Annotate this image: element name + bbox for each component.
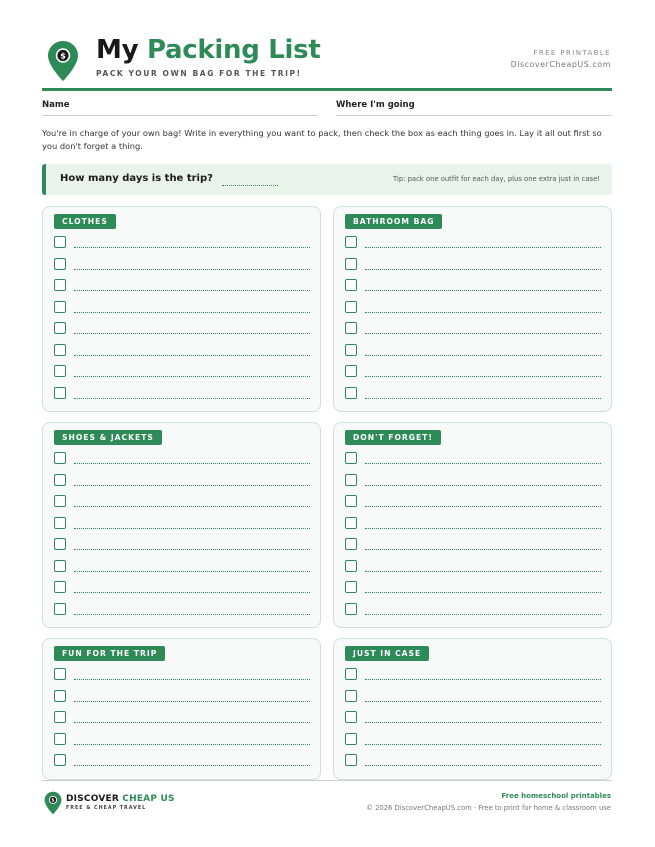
write-in-line[interactable] (365, 592, 601, 593)
checkbox[interactable] (54, 474, 66, 486)
write-in-line[interactable] (365, 528, 601, 529)
checklist-row (54, 603, 310, 617)
section-label: SHOES & JACKETS (54, 430, 162, 445)
write-in-line[interactable] (74, 744, 310, 745)
checkbox[interactable] (54, 322, 66, 334)
header-divider (42, 88, 612, 91)
checkbox[interactable] (54, 258, 66, 270)
checklist-row (345, 322, 601, 336)
footer-meta (366, 792, 611, 812)
write-in-line[interactable] (365, 485, 601, 486)
checklist-row (345, 754, 601, 768)
footer-tagline: FREE & CHEAP TRAVEL (66, 806, 147, 811)
checklist-row (345, 581, 601, 595)
write-in-line[interactable] (365, 333, 601, 334)
site-url: DiscoverCheapUS.com (510, 60, 611, 69)
section-shoes-jackets (42, 422, 321, 628)
checkbox[interactable] (54, 538, 66, 550)
checklist-row (345, 301, 601, 315)
checkbox[interactable] (54, 581, 66, 593)
svg-text:$: $ (51, 798, 55, 804)
write-in-line[interactable] (365, 376, 601, 377)
page-title: My Packing List (96, 35, 321, 65)
write-in-line[interactable] (365, 290, 601, 291)
write-in-line[interactable] (365, 744, 601, 745)
checklist-row (345, 279, 601, 293)
checkbox[interactable] (54, 711, 66, 723)
intro-text: You're in charge of your own bag! Write in everything you want to pack, then check the box as each thing goes in. Lay it all out first so you don't forget a thing. (42, 128, 602, 151)
checklist-row (54, 733, 310, 747)
section-dont-forget (333, 422, 612, 628)
checklist-row (345, 258, 601, 272)
checkbox[interactable] (345, 538, 357, 550)
page-subtitle: PACK YOUR OWN BAG FOR THE TRIP! (96, 69, 302, 78)
section-fun-for-trip (42, 638, 321, 780)
checklist-row (345, 733, 601, 747)
checklist-row (54, 560, 310, 574)
checkbox[interactable] (54, 452, 66, 464)
checkbox[interactable] (345, 387, 357, 399)
checklist-row (345, 560, 601, 574)
checklist-row (345, 495, 601, 509)
checklist-row (54, 690, 310, 704)
checkbox[interactable] (345, 517, 357, 529)
write-in-line[interactable] (365, 765, 601, 766)
checklist-row (345, 474, 601, 488)
checklist-row (54, 754, 310, 768)
write-in-line[interactable] (74, 290, 310, 291)
checklist-row (345, 452, 601, 466)
checklist-row (54, 711, 310, 725)
checklist-row (54, 517, 310, 531)
write-in-line[interactable] (74, 398, 310, 399)
checkbox[interactable] (345, 301, 357, 313)
checklist-row (345, 538, 601, 552)
checklist-row (345, 387, 601, 401)
checklist-row (345, 668, 601, 682)
section-bathroom-bag (333, 206, 612, 412)
checkbox[interactable] (345, 711, 357, 723)
checklist-row (54, 581, 310, 595)
write-in-line[interactable] (365, 722, 601, 723)
checkbox[interactable] (345, 754, 357, 766)
checklist-row (54, 365, 310, 379)
footer-divider (42, 780, 612, 781)
section-label: FUN FOR THE TRIP (54, 646, 165, 661)
checklist-row (54, 236, 310, 250)
write-in-line[interactable] (74, 376, 310, 377)
checkbox[interactable] (345, 474, 357, 486)
checkbox[interactable] (345, 258, 357, 270)
write-in-line[interactable] (74, 312, 310, 313)
packing-tip: Tip: pack one outfit for each day, plus one extra just in case! (393, 175, 600, 183)
checkbox[interactable] (345, 344, 357, 356)
write-in-line[interactable] (74, 506, 310, 507)
write-in-line[interactable] (74, 247, 310, 248)
header-meta (511, 49, 611, 69)
checkbox[interactable] (54, 690, 66, 702)
name-field[interactable]: Name (42, 100, 318, 116)
checklist-row (345, 603, 601, 617)
checkbox[interactable] (54, 365, 66, 377)
checkbox[interactable] (54, 560, 66, 572)
section-just-in-case (333, 638, 612, 780)
checkbox[interactable] (345, 690, 357, 702)
map-pin-dollar-icon (44, 791, 62, 815)
checkbox[interactable] (345, 560, 357, 572)
checkbox[interactable] (54, 279, 66, 291)
checklist-row (54, 538, 310, 552)
write-in-line[interactable] (74, 549, 310, 550)
write-in-line[interactable] (365, 355, 601, 356)
write-in-line[interactable] (365, 398, 601, 399)
checklist-row (54, 452, 310, 466)
checkbox[interactable] (345, 236, 357, 248)
checkbox[interactable] (54, 754, 66, 766)
write-in-line[interactable] (74, 355, 310, 356)
checkbox[interactable] (54, 344, 66, 356)
checkbox[interactable] (345, 452, 357, 464)
checklist-row (54, 344, 310, 358)
write-in-line[interactable] (365, 571, 601, 572)
checkbox[interactable] (345, 322, 357, 334)
checklist-row (345, 711, 601, 725)
checkbox[interactable] (54, 517, 66, 529)
checkbox[interactable] (54, 387, 66, 399)
checklist-row (54, 668, 310, 682)
checkbox[interactable] (54, 495, 66, 507)
write-in-line[interactable] (365, 549, 601, 550)
write-in-line[interactable] (74, 722, 310, 723)
checklist-row (54, 258, 310, 272)
checkbox[interactable] (345, 733, 357, 745)
write-in-line[interactable] (74, 485, 310, 486)
write-in-line[interactable] (365, 269, 601, 270)
svg-text:$: $ (60, 51, 66, 61)
checklist-row (54, 301, 310, 315)
footer-title: Free homeschool printables (501, 792, 611, 800)
checklist-row (345, 344, 601, 358)
map-pin-dollar-icon (47, 40, 79, 82)
write-in-line[interactable] (365, 614, 601, 615)
checkbox[interactable] (54, 668, 66, 680)
write-in-line[interactable] (74, 333, 310, 334)
checklist-row (345, 690, 601, 704)
write-in-line[interactable] (365, 247, 601, 248)
write-in-line[interactable] (365, 506, 601, 507)
checkbox[interactable] (345, 365, 357, 377)
checkbox[interactable] (345, 495, 357, 507)
footer-brand: DISCOVER CHEAP US (66, 794, 175, 804)
checklist-row (345, 236, 601, 250)
write-in-line[interactable] (74, 765, 310, 766)
write-in-line[interactable] (365, 312, 601, 313)
free-printable-label: FREE PRINTABLE (533, 49, 611, 57)
write-in-line[interactable] (365, 701, 601, 702)
checkbox[interactable] (345, 668, 357, 680)
checkbox[interactable] (345, 603, 357, 615)
footer-copyright: © 2026 DiscoverCheapUS.com · Free to print for home & classroom use (366, 804, 611, 812)
section-label: JUST IN CASE (345, 646, 429, 661)
checklist-row (345, 517, 601, 531)
checklist-row (345, 365, 601, 379)
trip-days-question: How many days is the trip? (60, 173, 213, 184)
checkbox[interactable] (345, 279, 357, 291)
write-in-line[interactable] (74, 701, 310, 702)
checkbox[interactable] (54, 236, 66, 248)
checklist-row (54, 279, 310, 293)
write-in-line[interactable] (365, 679, 601, 680)
write-in-line[interactable] (365, 463, 601, 464)
write-in-line[interactable] (74, 463, 310, 464)
checklist-row (54, 322, 310, 336)
section-clothes (42, 206, 321, 412)
checkbox[interactable] (345, 581, 357, 593)
checklist-row (54, 387, 310, 401)
destination-field[interactable]: Where I'm going (336, 100, 612, 116)
section-label: DON'T FORGET! (345, 430, 441, 445)
write-in-line[interactable] (74, 528, 310, 529)
write-in-line[interactable] (74, 592, 310, 593)
section-label: BATHROOM BAG (345, 214, 442, 229)
checkbox[interactable] (54, 301, 66, 313)
checkbox[interactable] (54, 603, 66, 615)
section-label: CLOTHES (54, 214, 116, 229)
write-in-line[interactable] (74, 269, 310, 270)
write-in-line[interactable] (74, 679, 310, 680)
trip-days-input[interactable] (222, 185, 278, 186)
checkbox[interactable] (54, 733, 66, 745)
write-in-line[interactable] (74, 614, 310, 615)
checklist-row (54, 474, 310, 488)
write-in-line[interactable] (74, 571, 310, 572)
trip-days-banner (42, 164, 612, 195)
checklist-row (54, 495, 310, 509)
